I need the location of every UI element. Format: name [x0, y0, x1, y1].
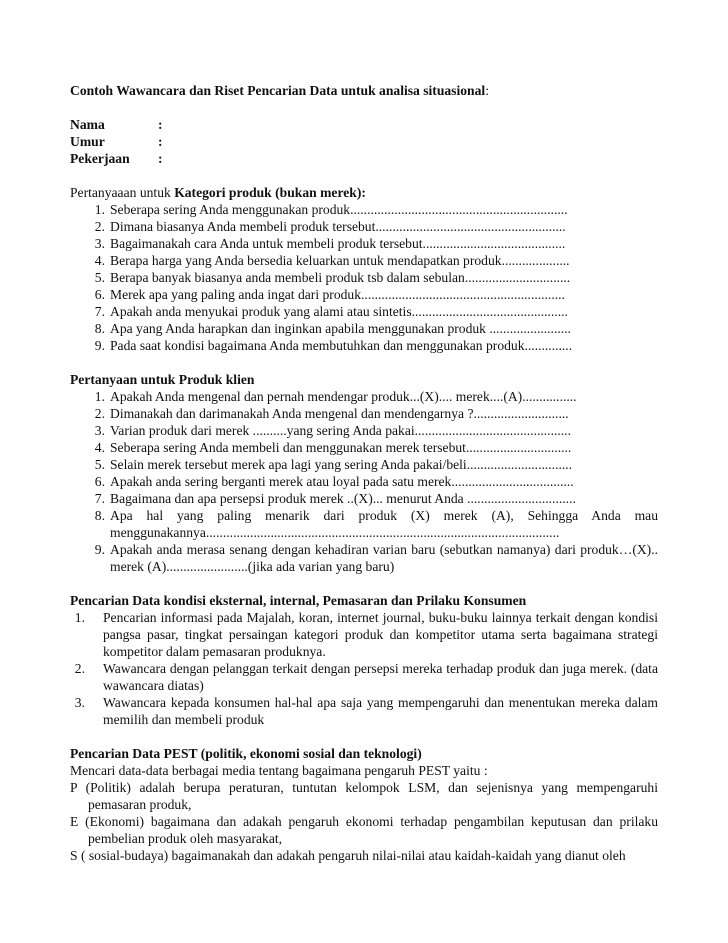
identity-row-pekerjaan — [70, 150, 658, 167]
list-number: 4. — [94, 440, 105, 455]
list-number: 7. — [94, 491, 105, 506]
identity-label: Umur — [70, 134, 105, 149]
list-text: Apa yang Anda harapkan dan inginkan apabila menggunakan produk ........................ — [110, 321, 571, 336]
list-item — [70, 422, 658, 439]
list-text: Wawancara kepada konsumen hal-hal apa saja yang mempengaruhi dan menentukan mereka dalam memilih dan membeli produk — [103, 695, 658, 727]
spacer — [70, 167, 658, 184]
list-text: Berapa banyak biasanya anda membeli produk tsb dalam sebulan............................... — [110, 270, 571, 285]
list-item — [70, 201, 658, 218]
pest-item-politik: P (Politik) adalah berupa peraturan, tuntutan kelompok LSM, dan sejenisnya yang mempengaruhi pemasaran produk, — [70, 780, 658, 812]
list-item — [70, 507, 658, 541]
list-number: 8. — [94, 321, 105, 336]
list-number: 3. — [74, 695, 85, 710]
list-text: Pada saat kondisi bagaimana Anda membutuhkan dan menggunakan produk.............. — [110, 338, 573, 353]
spacer — [70, 99, 658, 116]
list-item — [70, 456, 658, 473]
list-number: 8. — [94, 508, 105, 523]
section-category-heading-bold: Kategori produk (bukan merek): — [174, 185, 366, 200]
list-number: 1. — [74, 610, 85, 625]
list-text: Seberapa sering Anda menggunakan produk................................................................ — [110, 202, 568, 217]
section-pest-heading: Pencarian Data PEST (politik, ekonomi sosial dan teknologi) — [70, 746, 422, 761]
list-text: Apakah Anda mengenal dan pernah mendengar produk...(X).... merek....(A)................ — [110, 389, 577, 404]
list-text: Bagaimana dan apa persepsi produk merek ..(X)... menurut Anda ................................ — [110, 491, 576, 506]
list-text: Apakah anda merasa senang dengan kehadiran varian baru (sebutkan namanya) dari produk…(X).. merek (A)........................(jika ada varian yang baru) — [110, 542, 658, 574]
list-item — [70, 541, 658, 575]
list-text: Wawancara dengan pelanggan terkait dengan persepsi mereka terhadap produk dan juga merek. (data wawancara diatas) — [103, 661, 658, 693]
client-question-list — [70, 388, 658, 575]
list-number: 7. — [94, 304, 105, 319]
document-page — [70, 82, 658, 864]
list-text: Berapa harga yang Anda bersedia keluarkan untuk mendapatkan produk.................... — [110, 253, 570, 268]
list-item — [70, 252, 658, 269]
list-text: Apakah anda menyukai produk yang alami atau sintetis.............................................. — [110, 304, 568, 319]
list-number: 3. — [94, 423, 105, 438]
identity-label: Pekerjaan — [70, 151, 130, 166]
list-item — [70, 439, 658, 456]
list-item — [70, 660, 658, 694]
identity-block — [70, 116, 658, 167]
list-number: 1. — [94, 202, 105, 217]
spacer — [70, 354, 658, 371]
identity-colon: : — [158, 134, 163, 149]
list-number: 2. — [74, 661, 85, 676]
identity-row-nama — [70, 116, 658, 133]
section-category-heading — [70, 184, 658, 201]
list-text: Apa hal yang paling menarik dari produk (X) merek (A), Sehingga Anda mau menggunakannya........................................................................................................ — [110, 508, 658, 540]
list-number: 4. — [94, 253, 105, 268]
document-title-colon: : — [485, 83, 489, 98]
list-text: Apakah anda sering berganti merek atau loyal pada satu merek.................................... — [110, 474, 574, 489]
section-client-heading: Pertanyaan untuk Produk klien — [70, 372, 255, 387]
pest-intro: Mencari data-data berbagai media tentang bagaimana pengaruh PEST yaitu : — [70, 763, 488, 778]
section-category-heading-plain: Pertanyaaan untuk — [70, 185, 175, 200]
list-item — [70, 235, 658, 252]
list-text: Merek apa yang paling anda ingat dari produk............................................................ — [110, 287, 565, 302]
list-item — [70, 337, 658, 354]
document-title-text: Contoh Wawancara dan Riset Pencarian Data untuk analisa situasional — [70, 83, 486, 98]
identity-colon: : — [158, 151, 163, 166]
list-item — [70, 473, 658, 490]
list-item — [70, 320, 658, 337]
section-external-heading: Pencarian Data kondisi eksternal, internal, Pemasaran dan Prilaku Konsumen — [70, 593, 527, 608]
identity-label: Nama — [70, 117, 105, 132]
list-number: 5. — [94, 270, 105, 285]
list-number: 9. — [94, 338, 105, 353]
list-text: Bagaimanakah cara Anda untuk membeli produk tersebut.......................................... — [110, 236, 566, 251]
list-item — [70, 388, 658, 405]
list-number: 2. — [94, 406, 105, 421]
list-text: Varian produk dari merek ..........yang sering Anda pakai.............................................. — [110, 423, 571, 438]
pest-item-ekonomi: E (Ekonomi) bagaimana dan adakah pengaruh ekonomi terhadap pengambilan keputusan dan prilaku pembelian produk oleh masyarakat, — [70, 814, 658, 846]
list-item — [70, 490, 658, 507]
list-text: Dimanakah dan darimanakah Anda mengenal dan mendengarnya ?............................ — [110, 406, 569, 421]
list-item — [70, 694, 658, 728]
list-number: 2. — [94, 219, 105, 234]
list-number: 6. — [94, 287, 105, 302]
external-data-list — [70, 609, 658, 728]
category-question-list — [70, 201, 658, 354]
list-number: 5. — [94, 457, 105, 472]
list-text: Selain merek tersebut merek apa lagi yang sering Anda pakai/beli............................... — [110, 457, 573, 472]
list-item — [70, 303, 658, 320]
pest-item-sosial: S ( sosial-budaya) bagaimanakah dan adakah pengaruh nilai-nilai atau kaidah-kaidah yang dianut oleh — [70, 848, 626, 863]
spacer — [70, 575, 658, 592]
list-number: 6. — [94, 474, 105, 489]
list-item — [70, 609, 658, 660]
identity-colon: : — [158, 117, 163, 132]
list-item — [70, 286, 658, 303]
list-item — [70, 269, 658, 286]
document-title — [70, 82, 658, 99]
list-number: 3. — [94, 236, 105, 251]
list-text: Dimana biasanya Anda membeli produk tersebut........................................................ — [110, 219, 566, 234]
spacer — [70, 728, 658, 745]
list-number: 9. — [94, 542, 105, 557]
identity-row-umur — [70, 133, 658, 150]
list-item — [70, 405, 658, 422]
list-item — [70, 218, 658, 235]
list-text: Seberapa sering Anda membeli dan menggunakan merek tersebut............................... — [110, 440, 572, 455]
list-number: 1. — [94, 389, 105, 404]
list-text: Pencarian informasi pada Majalah, koran, internet journal, buku-buku lainnya terkait dengan kondisi pangsa pasar, tingkat persaingan kategori produk dan kompetitor utama serta bagaimana strategi kompetitor dalam pemasaran produknya. — [103, 610, 658, 659]
